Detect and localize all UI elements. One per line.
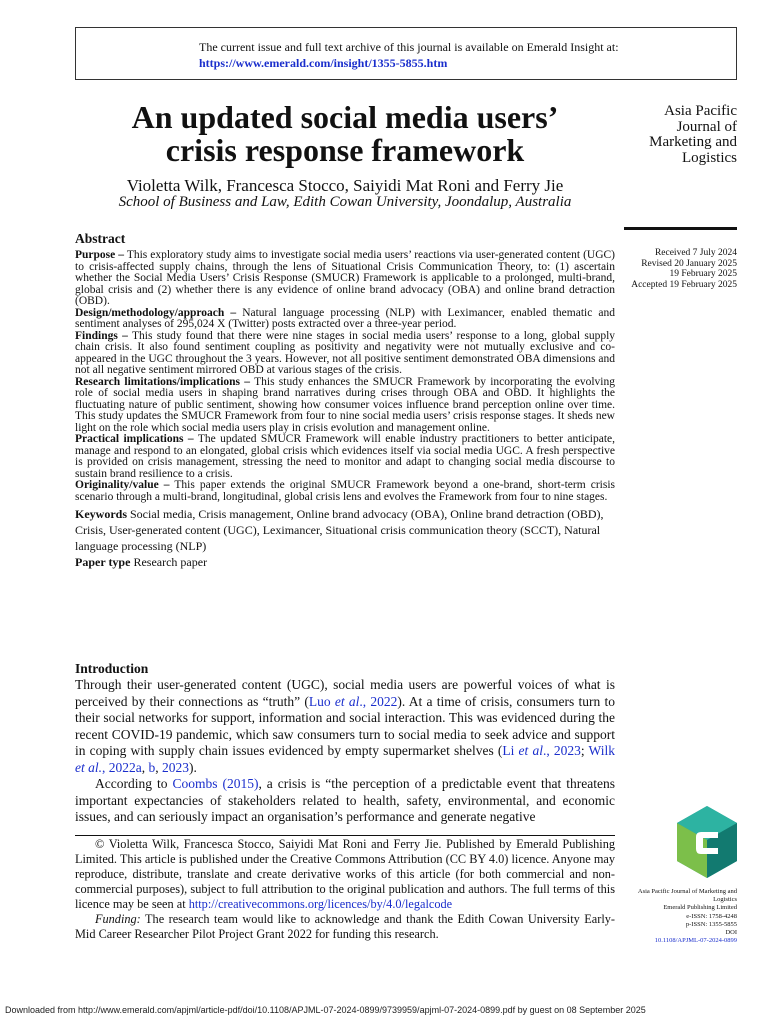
journal-name-line-2: Journal of (676, 118, 737, 135)
access-text: The current issue and full text archive of this journal is available on Emerald Insight at: (199, 40, 619, 54)
license-note: © Violetta Wilk, Francesca Stocco, Saiyidi Mat Roni and Ferry Jie. Published by Emerald Publishing Limited. This article is published under the Creative Commons Attribution (CC BY 4.0) licence. Anyone may reproduce, distribute, translate and create derivative works of this article (for both commercial and non-commercial purposes), subject to full attribution to the original publication and authors. The full terms of this licence may be seen at http://creativecommons.org/licences/by/4.0/legalcode (75, 837, 615, 911)
citation-coombs-2015[interactable]: Coombs (2015) (172, 776, 259, 791)
received-date: Received 7 July 2024 (654, 248, 737, 258)
abstract-design (75, 308, 615, 331)
doi-link[interactable]: 10.1108/APJML-07-2024-0899 (654, 937, 737, 945)
citation-wilk-2022b[interactable]: b (148, 759, 156, 775)
findings-label: Findings – (75, 329, 128, 342)
funding-note (75, 912, 615, 942)
footnote (75, 837, 615, 942)
intro-paragraph-2: According to Coombs (2015), a crisis is “the perception of a predictable event that threatens important expectancies of stakeholders related to health, safety, environmental, and economic issues, and can seriously impact an organisation’s performance and generate negative (75, 776, 615, 824)
paper-type-label: Paper type (75, 555, 131, 569)
pubinfo-pissn: p-ISSN: 1355-5855 (685, 920, 737, 928)
author-list: Violetta Wilk, Francesca Stocco, Saiyidi Mat Roni and Ferry Jie (126, 176, 564, 195)
pubinfo-eissn: e-ISSN: 1758-4248 (686, 912, 737, 920)
originality-text: This paper extends the original SMUCR Framework beyond a one-brand, short-term crisis scenario through a multi-brand, longitudinal, global crisis lens and evolves the Framework from four to nine stages. (75, 479, 615, 503)
citation-wilk-2023[interactable]: 2023 (162, 759, 189, 775)
paper-type-value: Research paper (133, 555, 208, 569)
journal-name-line-3: Marketing and (649, 134, 737, 150)
originality-label: Originality/value – (75, 479, 170, 491)
keywords-text: Social media, Crisis management, Online brand advocacy (OBA), Online brand detraction (OBD), Crisis, User-generated content (UGC), Leximancer, Situational crisis communication theory (SCCT), Natural language processing (NLP) (75, 507, 604, 553)
pubinfo-publisher: Emerald Publishing Limited (663, 904, 737, 912)
abstract-practical (75, 434, 615, 480)
pubinfo-journal-2: Logistics (713, 896, 737, 904)
download-footer: Downloaded from http://www.emerald.com/apjml/article-pdf/doi/10.1108/APJML-07-2024-0899/9739959/apjml-07-2024-0899.pdf by guest on 08 September 2025 (5, 1005, 646, 1015)
pubinfo-doi: DOI 10.1108/APJML-07-2024-0899 (654, 929, 737, 945)
abstract-heading: Abstract (75, 231, 126, 246)
purpose-text: This exploratory study aims to investigate social media users’ reactions via user-generated content (UGC) to crisis-affected supply chains, through the lens of Situational Crisis Communication Theory, to: (1) ascertain whether the Social Media Users’ Crisis Response (SMUCR) Framework is applicable to a prolonged, multi-brand, global crisis and (2) whether there is any evidence of online brand advocacy (OBA) and online brand detraction (OBD). (75, 249, 616, 307)
abstract-limitations (75, 377, 615, 435)
accepted-date: Accepted 19 February 2025 (631, 279, 737, 290)
findings-text: This study found that there were nine stages in social media users’ response to a long, global supply chain crisis. It also found sentiment coupling as positivity and negativity were not mutually exclusive and co-appeared in the UGC throughout the 3 years. However, not all positive sentiment demonstrated OBA dimensions and not all negative sentiment mirrored OBD at various stages of the crisis. (75, 329, 616, 376)
footnote-divider (75, 835, 615, 836)
introduction-section (75, 661, 615, 826)
purpose-label: Purpose – (75, 249, 125, 261)
abstract-purpose (75, 250, 615, 308)
journal-name (597, 104, 737, 166)
publisher-info (597, 888, 737, 945)
revised-date-1: Revised 20 January 2025 (641, 258, 737, 269)
emerald-logo-icon (677, 806, 737, 878)
article-dates (597, 248, 737, 290)
journal-name-line-4: Logistics (682, 149, 737, 166)
practical-text: The updated SMUCR Framework will enable industry practitioners to better anticipate, manage and respond to an elongated, global crisis which evidences itself via social media UGC. A fresh perspective is provided on crisis management, stressing the need to monitor and adapt to changing social media discourse to sustain brand resilience to a crisis. (75, 433, 615, 480)
limitations-label: Research limitations/implications – (75, 375, 251, 388)
article-title (75, 101, 615, 167)
pubinfo-journal: Asia Pacific Journal of Marketing and (637, 888, 737, 895)
journal-divider (624, 227, 737, 230)
affiliation: School of Business and Law, Edith Cowan University, Joondalup, Australia (118, 194, 572, 210)
citation-luo-2022[interactable]: Luo et al., 2022 (308, 693, 398, 709)
keywords (75, 506, 615, 554)
citation-li-2023[interactable]: Li et al., 2023 (502, 743, 581, 758)
title-line-1: An updated social media users’ (131, 99, 559, 135)
revised-date-2: 19 February 2025 (669, 269, 737, 279)
keywords-label: Keywords (75, 507, 127, 521)
journal-access-box (75, 27, 737, 80)
paper-type (75, 554, 615, 570)
design-label: Design/methodology/approach – (75, 306, 237, 319)
intro-paragraph-1: Through their user-generated content (UGC), social media users are powerful voices of what is perceived by their connections as “truth” (Luo et al., 2022). At a time of crisis, consumers turn to their social networks for support, information and social interaction. This was evidenced during the recent COVID-19 pandemic, which saw consumers turn to social media to seek advice and support in coping with supply chain issues evidenced by empty supermarket shelves (Li et al., 2023; Wilk et al., 2022a, b, 2023). (75, 677, 616, 775)
introduction-heading: Introduction (75, 661, 149, 676)
practical-label: Practical implications – (75, 433, 194, 445)
limitations-text: This study enhances the SMUCR Framework by incorporating the evolving role of social media users in shaping brand narratives during crises through OBA and OBD. It highlights the fluctuating nature of public sentiment, showing how consumer voices influence brand perception online over time. This study updates the SMUCR Framework from four to nine social media users’ crisis response stages. It sheds new light on the role which social media users play in crisis evolution and management online. (75, 375, 616, 434)
funding-label: Funding: (95, 912, 141, 926)
citation-wilk-2022a[interactable]: Wilk et al., 2022a (75, 743, 615, 775)
title-line-2: crisis response framework (165, 132, 525, 168)
abstract-findings (75, 331, 615, 377)
journal-name-line-1: Asia Pacific (664, 103, 737, 119)
intro-p1-text-a: Through their user-generated content (UGC), social media users are powerful voices of what is perceived by their connections as “truth” ( (75, 677, 615, 709)
journal-url-link[interactable]: https://www.emerald.com/insight/1355-5855.htm (199, 56, 448, 70)
abstract-section (75, 231, 615, 570)
design-text: Natural language processing (NLP) with Leximancer, enabled thematic and sentiment analyses of 295,024 X (Twitter) posts extracted over a three-year period. (75, 306, 616, 330)
funding-text: The research team would like to acknowledge and thank the Edith Cowan University Early-Mid Career Researcher Pilot Project Grant 2022 for funding this research. (75, 912, 615, 941)
abstract-originality (75, 480, 615, 503)
license-link[interactable]: http://creativecommons.org/licences/by/4.0/legalcode (188, 897, 453, 911)
intro-p1-text-b: ). At a time of crisis, consumers turn to their social networks for support, information and social interaction. This was evidenced during the recent COVID-19 pandemic, which saw consumers turn to social media to seek advice and support in coping with supply chain issues evidenced by empty supermarket shelves ( (75, 693, 616, 758)
